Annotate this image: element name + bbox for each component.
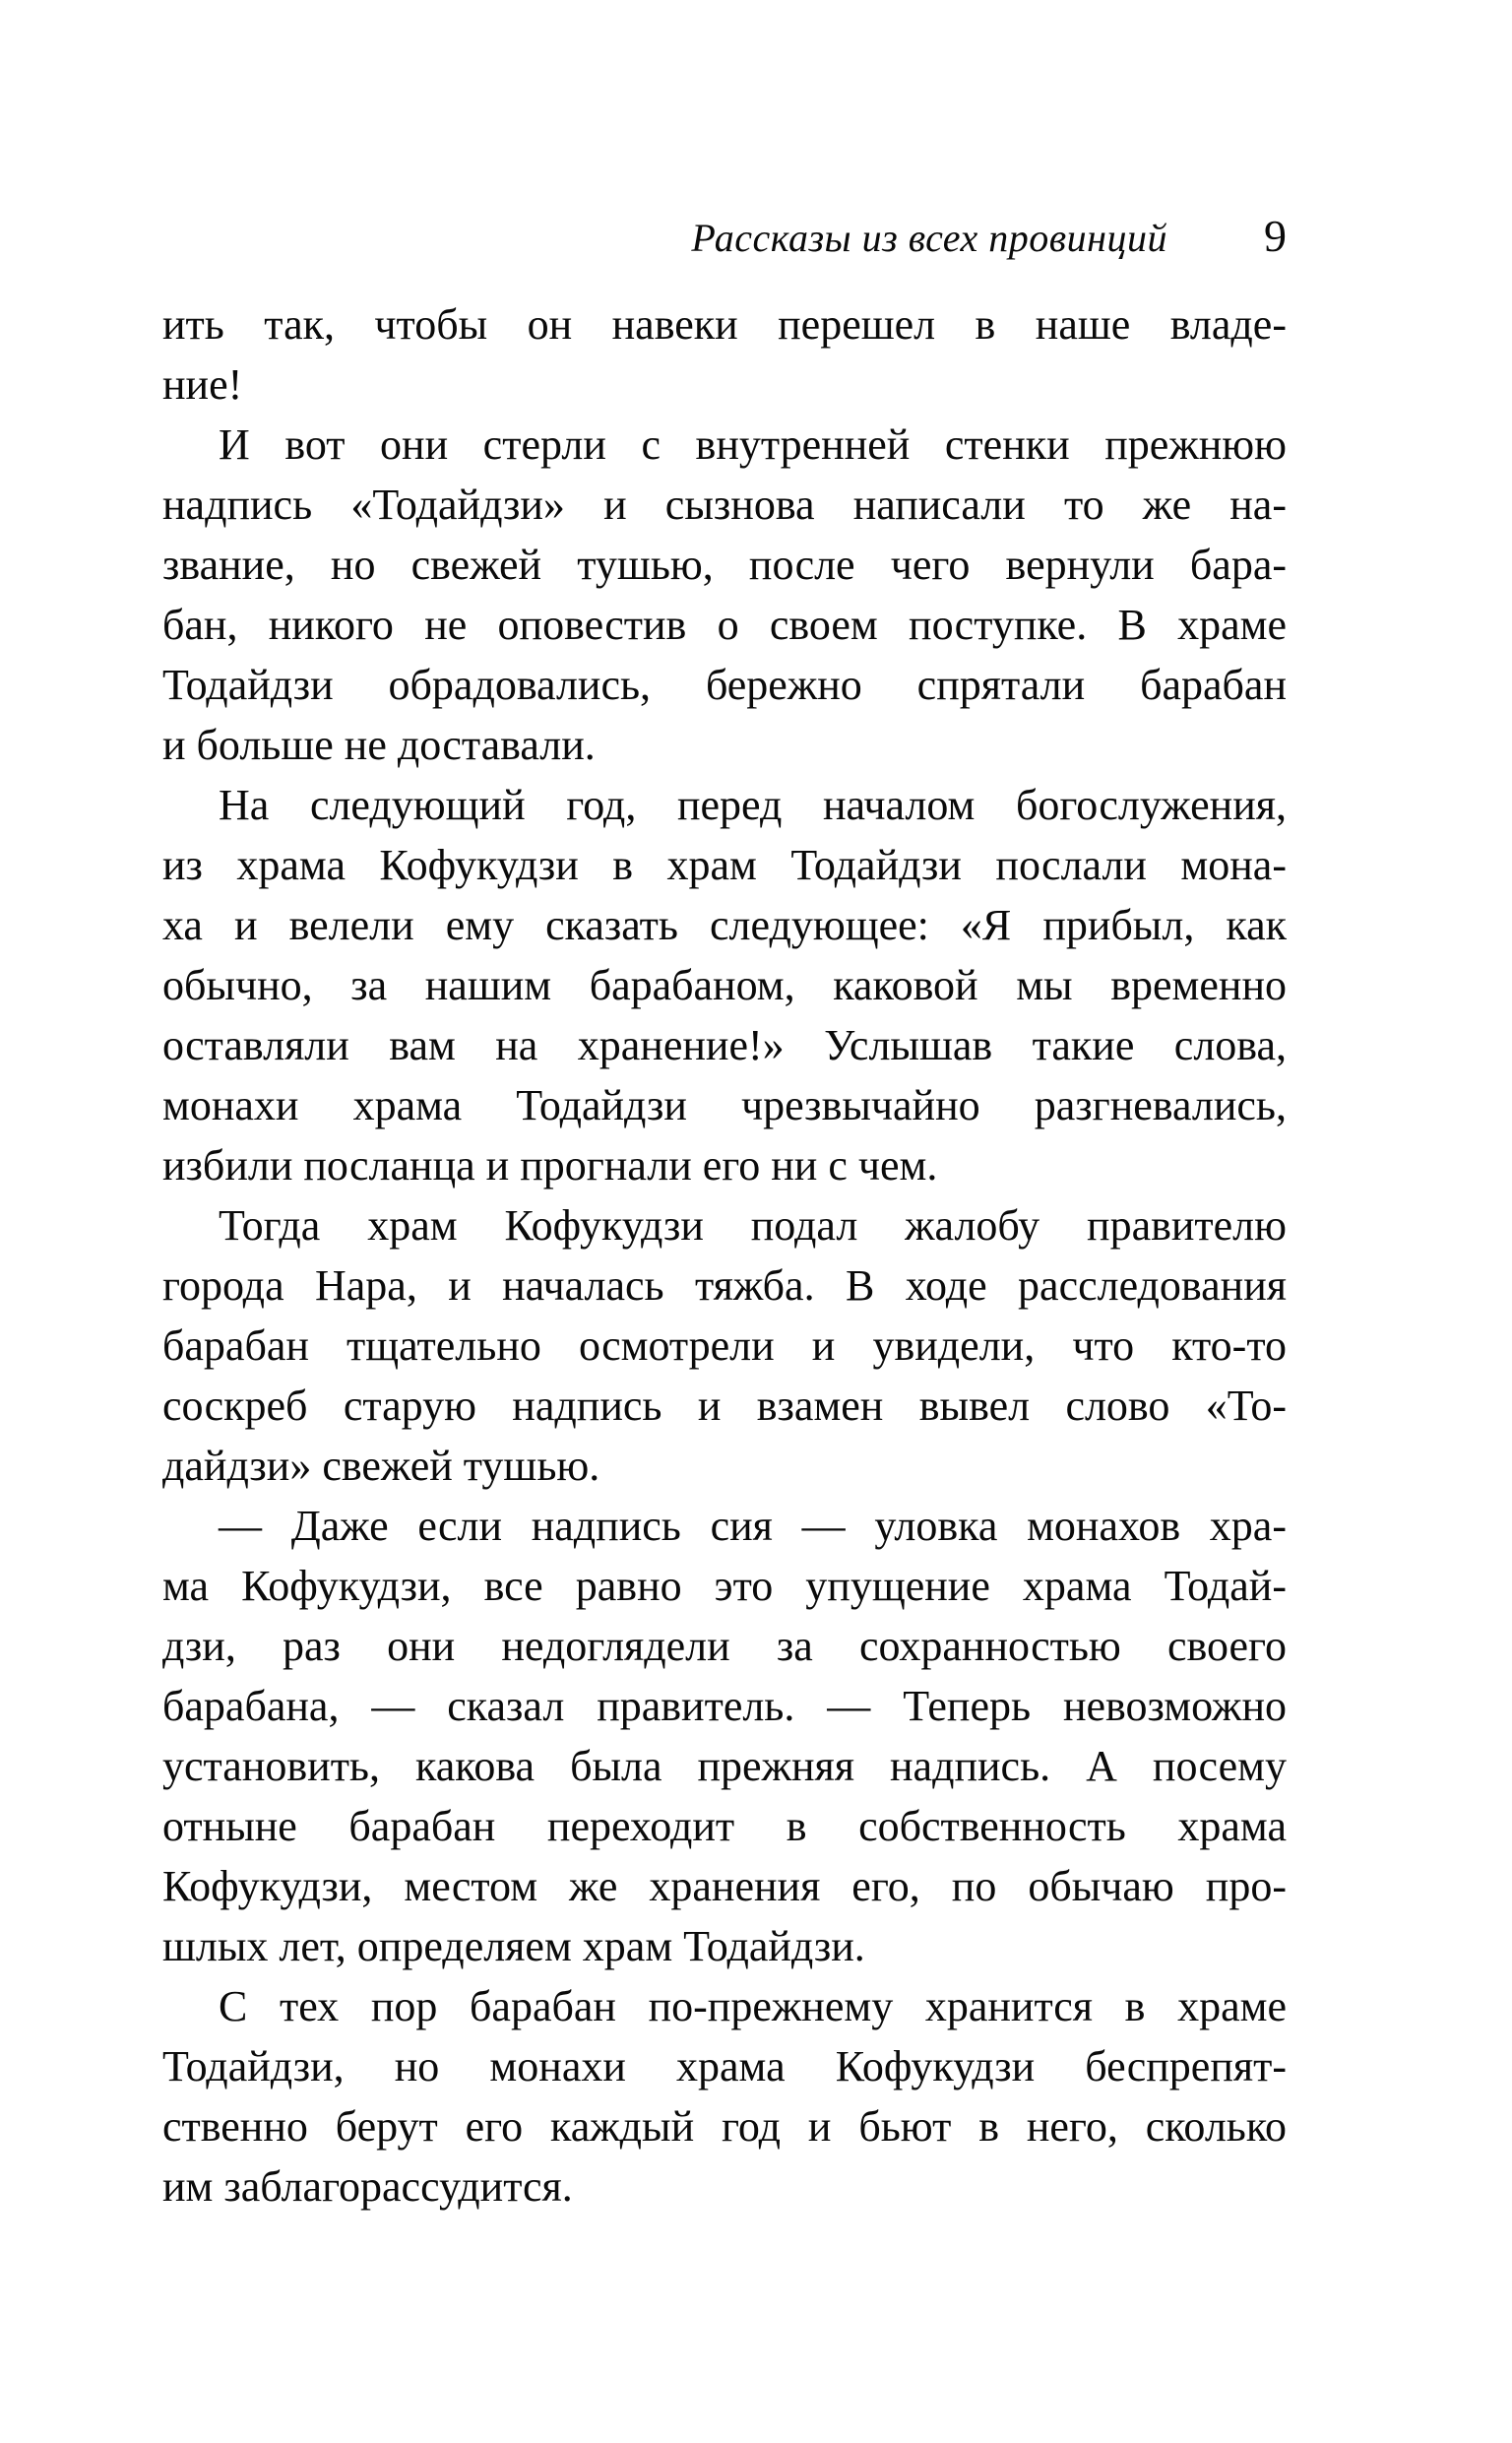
text-line: ма Кофукудзи, все равно это упущение храма Тодай- bbox=[162, 1562, 1287, 1610]
text-line: соскреб старую надпись и взамен вывел слово «То- bbox=[162, 1382, 1287, 1430]
text-line: дайдзи» свежей тушью. bbox=[162, 1442, 600, 1490]
text-line: — Даже если надпись сия — уловка монахов хра- bbox=[219, 1502, 1287, 1550]
running-head bbox=[162, 210, 1287, 262]
text-block bbox=[162, 294, 1287, 2217]
text-line: монахи храма Тодайдзи чрезвычайно разгневались, bbox=[162, 1081, 1287, 1129]
text-line: надпись «Тодайдзи» и сызнова написали то же на- bbox=[162, 481, 1287, 529]
text-line: установить, какова была прежняя надпись. А посему bbox=[162, 1742, 1287, 1790]
text-line: обычно, за нашим барабаном, каковой мы временно bbox=[162, 961, 1287, 1009]
text-line: оставляли вам на хранение!» Услышав такие слова, bbox=[162, 1021, 1287, 1069]
text-line: ние! bbox=[162, 360, 243, 409]
text-line: Тодайдзи обрадовались, бережно спрятали барабан bbox=[162, 661, 1287, 709]
text-line: барабана, — сказал правитель. — Теперь невозможно bbox=[162, 1682, 1287, 1730]
text-line: дзи, раз они недоглядели за сохранностью своего bbox=[162, 1622, 1287, 1670]
text-line: бан, никого не оповестив о своем поступке. В храме bbox=[162, 601, 1287, 649]
page-number: 9 bbox=[1264, 211, 1287, 261]
text-line: из храма Кофукудзи в храм Тодайдзи послали мона- bbox=[162, 841, 1287, 889]
text-line: и больше не доставали. bbox=[162, 721, 596, 769]
text-line: барабан тщательно осмотрели и увидели, что кто-то bbox=[162, 1321, 1287, 1370]
running-head-title: Рассказы из всех провинций bbox=[691, 216, 1167, 260]
text-line: ха и велели ему сказать следующее: «Я прибыл, как bbox=[162, 901, 1287, 949]
text-line: города Нара, и началась тяжба. В ходе расследования bbox=[162, 1261, 1287, 1310]
text-line: Тодайдзи, но монахи храма Кофукудзи беспрепят- bbox=[162, 2042, 1287, 2090]
text-line: звание, но свежей тушью, после чего вернули бара- bbox=[162, 541, 1287, 589]
text-line: Тогда храм Кофукудзи подал жалобу правителю bbox=[219, 1201, 1287, 1250]
text-line: На следующий год, перед началом богослужения, bbox=[219, 781, 1287, 829]
text-line: отныне барабан переходит в собственность храма bbox=[162, 1802, 1287, 1850]
text-line: ить так, чтобы он навеки перешел в наше владе- bbox=[162, 300, 1287, 349]
text-line: шлых лет, определяем храм Тодайдзи. bbox=[162, 1922, 865, 1970]
text-line: избили посланца и прогнали его ни с чем. bbox=[162, 1141, 938, 1189]
text-line: С тех пор барабан по-прежнему хранится в храме bbox=[219, 1982, 1287, 2030]
text-line: им заблагорассудится. bbox=[162, 2162, 573, 2211]
text-line: И вот они стерли с внутренней стенки прежнюю bbox=[219, 420, 1287, 469]
text-line: ственно берут его каждый год и бьют в него, сколько bbox=[162, 2102, 1287, 2151]
text-line: Кофукудзи, местом же хранения его, по обычаю про- bbox=[162, 1862, 1287, 1910]
